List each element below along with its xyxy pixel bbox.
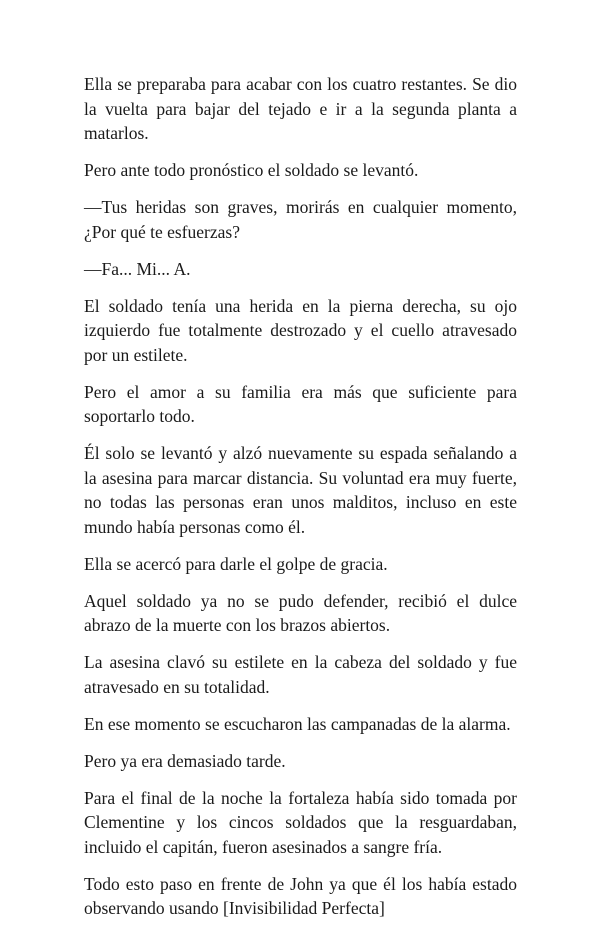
paragraph: Para el final de la noche la fortaleza había sido tomada por Clementine y los cincos soldados que la resguardaban, incluido el capitán, fueron asesinados a sangre fría. — [84, 787, 517, 857]
paragraph: Aquel soldado ya no se pudo defender, recibió el dulce abrazo de la muerte con los brazos abiertos. — [84, 590, 517, 635]
paragraph: Pero ante todo pronóstico el soldado se levantó. — [84, 160, 419, 180]
paragraph: Ella se acercó para darle el golpe de gracia. — [84, 553, 388, 574]
paragraph: —Tus heridas son graves, morirás en cualquier momento, ¿Por qué te esfuerzas? — [84, 197, 517, 242]
document-page — [84, 72, 517, 933]
paragraph: En ese momento se escucharon las campanadas de la alarma. — [84, 713, 511, 734]
paragraph: El soldado tenía una herida en la pierna derecha, su ojo izquierdo fue totalmente destrozado y el cuello atravesado por un estilete. — [84, 295, 517, 365]
paragraph: La asesina clavó su estilete en la cabeza del soldado y fue atravesado en su totalidad. — [84, 652, 517, 697]
paragraph: Él solo se levantó y alzó nuevamente su espada señalando a la asesina para marcar distancia. Su voluntad era muy fuerte, no todas las personas eran unos malditos, incluso en este mundo había personas como él. — [84, 443, 517, 537]
paragraph: Todo esto paso en frente de John ya que él los había estado observando usando [Invisibilidad Perfecta] — [84, 873, 517, 918]
paragraph: —Fa... Mi... A. — [84, 258, 191, 279]
paragraph: Pero ya era demasiado tarde. — [84, 750, 286, 771]
paragraph: Ella se preparaba para acabar con los cuatro restantes. Se dio la vuelta para bajar del tejado e ir a la segunda planta a matarlos. — [84, 74, 517, 143]
paragraph: Pero el amor a su familia era más que suficiente para soportarlo todo. — [84, 381, 517, 426]
